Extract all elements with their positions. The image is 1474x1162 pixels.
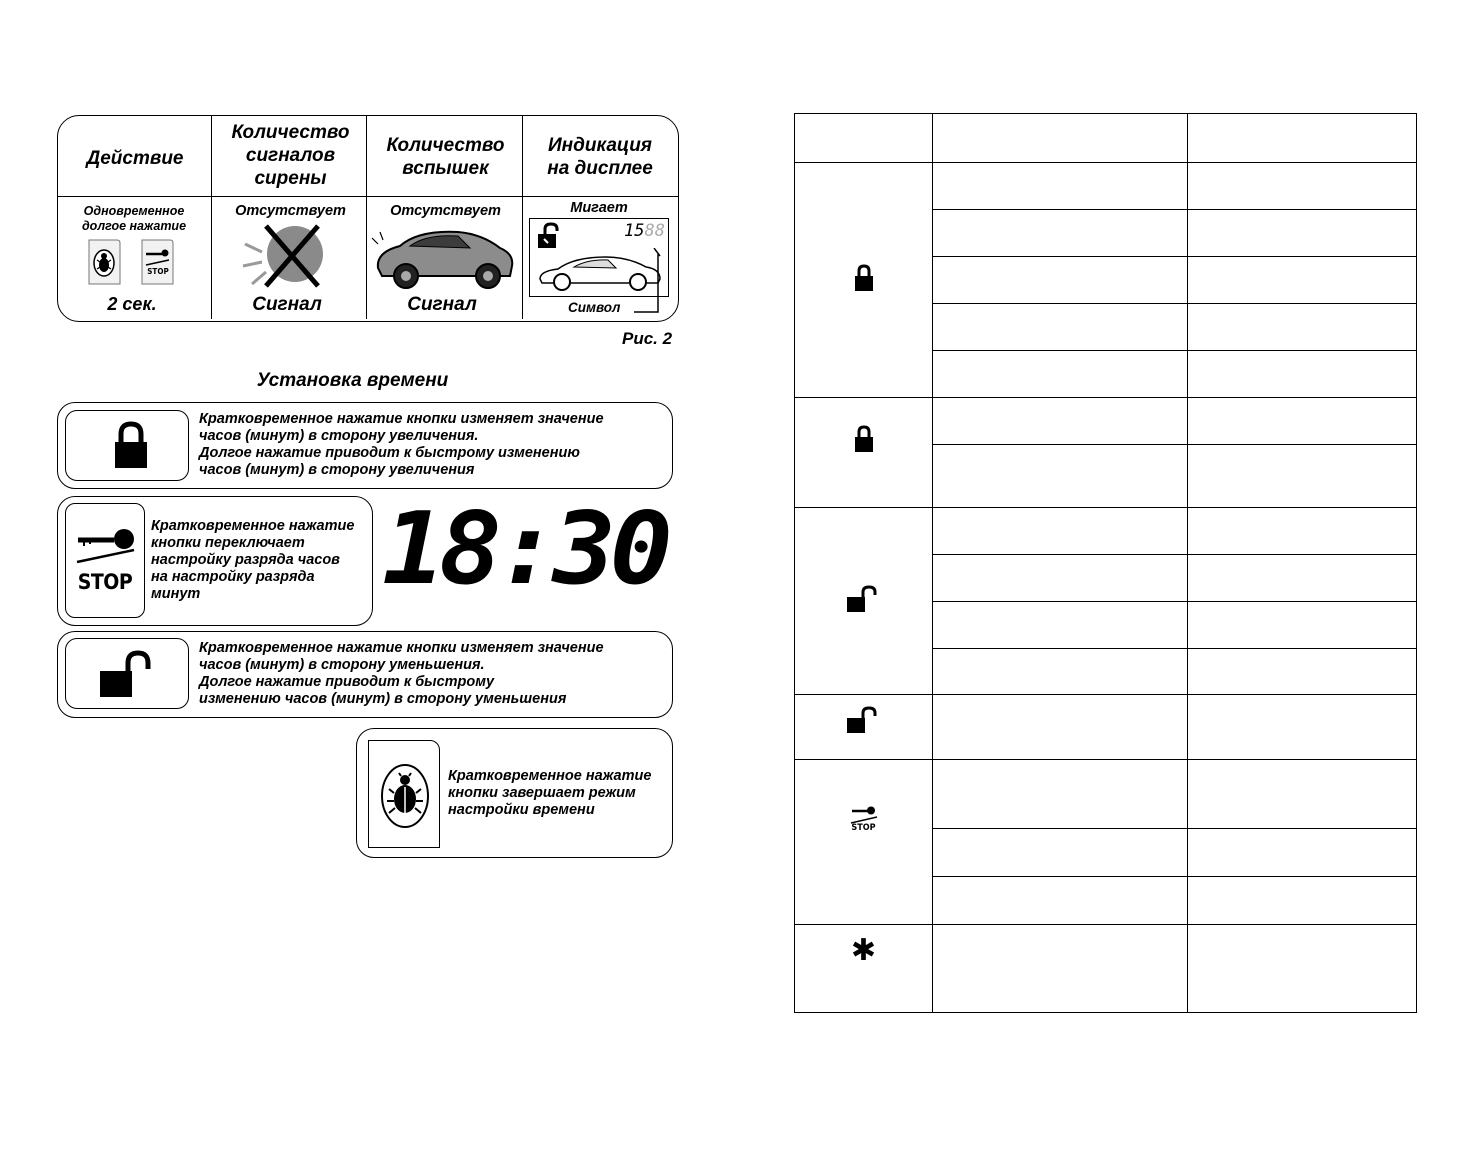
table-cell bbox=[933, 695, 1188, 760]
table-cell bbox=[1188, 508, 1417, 555]
table-cell bbox=[1188, 210, 1417, 257]
table-cell bbox=[1188, 829, 1417, 877]
function-table bbox=[794, 113, 1417, 1013]
header-siren: Количество сигналов сирены bbox=[231, 122, 350, 189]
table-cell bbox=[1188, 649, 1417, 695]
lock-icon bbox=[853, 263, 875, 293]
action-description: Одновременное долгое нажатие bbox=[81, 204, 187, 233]
table-cell bbox=[1188, 257, 1417, 304]
table-cell bbox=[1188, 351, 1417, 398]
table-cell bbox=[1188, 695, 1417, 760]
asterisk-icon: ✱ bbox=[850, 933, 877, 968]
bug-instruction-text: Кратковременное нажатие кнопки завершает режим настройки времени bbox=[448, 768, 652, 818]
lock-icon bbox=[111, 420, 151, 472]
duration-label: 2 сек. bbox=[107, 294, 157, 314]
table-cell bbox=[933, 877, 1188, 925]
table-cell bbox=[933, 649, 1188, 695]
table-cell bbox=[933, 760, 1188, 829]
table-cell bbox=[933, 829, 1188, 877]
flashes-value: Отсутствует bbox=[390, 203, 501, 219]
table-cell bbox=[1188, 304, 1417, 351]
unlock-icon bbox=[98, 649, 162, 701]
header-flashes: Количество вспышек bbox=[386, 135, 505, 179]
table-cell bbox=[933, 351, 1188, 398]
unlock-icon bbox=[845, 584, 883, 614]
table-cell bbox=[1188, 925, 1417, 1013]
clock-display: 18:30 bbox=[382, 490, 667, 607]
key-icon bbox=[74, 526, 138, 566]
table-cell bbox=[933, 163, 1188, 210]
display-value: Мигает bbox=[570, 200, 628, 216]
table-cell bbox=[933, 445, 1188, 508]
table-header-cell bbox=[795, 114, 933, 163]
bug-button bbox=[368, 740, 440, 848]
table-cell bbox=[1188, 602, 1417, 649]
bug-icon bbox=[379, 761, 431, 831]
lock-icon bbox=[853, 424, 875, 454]
lcd-digits bbox=[624, 221, 665, 241]
lock-button bbox=[65, 410, 189, 481]
fig2-header-divider bbox=[57, 196, 679, 197]
table-cell bbox=[1188, 760, 1417, 829]
stop-label-small: STOP bbox=[851, 823, 876, 833]
table-cell bbox=[933, 304, 1188, 351]
table-cell bbox=[933, 508, 1188, 555]
unlock-instruction-text: Кратковременное нажатие кнопки изменяет значение часов (минут) в сторону уменьшения. Долгое нажатие приводит к быстрому изменению часов (минут) в сторону уменьшения bbox=[199, 640, 604, 707]
stop-button-icon bbox=[140, 238, 174, 286]
table-cell bbox=[933, 398, 1188, 445]
table-cell bbox=[1188, 877, 1417, 925]
header-display: Индикация на дисплее bbox=[547, 135, 653, 179]
lock-group-cell bbox=[795, 398, 933, 508]
symbol-label: Символ bbox=[568, 300, 621, 315]
table-cell bbox=[1188, 398, 1417, 445]
table-cell bbox=[1188, 555, 1417, 602]
symbol-pointer bbox=[632, 248, 662, 318]
stop-label: STOP bbox=[77, 570, 133, 594]
table-cell bbox=[933, 925, 1188, 1013]
flashes-bottom-label: Сигнал bbox=[407, 294, 477, 315]
header-action: Действие bbox=[86, 148, 184, 169]
siren-crossed-icon bbox=[240, 222, 335, 292]
lcd-digits-dark: 15 bbox=[624, 221, 645, 241]
table-cell bbox=[933, 257, 1188, 304]
figure-caption: Рис. 2 bbox=[622, 329, 673, 348]
lcd-digits-faint: 88 bbox=[644, 221, 665, 241]
unlock-button bbox=[65, 638, 189, 709]
stop-button bbox=[65, 503, 145, 618]
table-cell bbox=[933, 555, 1188, 602]
unlock-icon bbox=[845, 705, 883, 735]
table-header-cell bbox=[933, 114, 1188, 163]
unlock-icon bbox=[536, 222, 562, 250]
stop-group-cell bbox=[795, 760, 933, 925]
stop-instruction-text: Кратковременное нажатие кнопки переключает настройку разряда часов на настройку разряда минут bbox=[151, 518, 355, 602]
time-setting-title: Установка времени bbox=[256, 370, 449, 391]
lock-group-cell bbox=[795, 163, 933, 398]
fig2-col-divider bbox=[211, 115, 212, 319]
siren-bottom-label: Сигнал bbox=[252, 294, 322, 315]
unlock-group-cell bbox=[795, 695, 933, 760]
bug-button-icon bbox=[87, 238, 121, 286]
table-cell bbox=[1188, 445, 1417, 508]
table-cell bbox=[933, 602, 1188, 649]
table-header-cell bbox=[1188, 114, 1417, 163]
siren-value: Отсутствует bbox=[235, 203, 346, 219]
unlock-group-cell bbox=[795, 508, 933, 695]
stop-label-small: STOP bbox=[147, 267, 169, 276]
table-cell bbox=[1188, 163, 1417, 210]
asterisk-group-cell bbox=[795, 925, 933, 1013]
lock-instruction-text: Кратковременное нажатие кнопки изменяет значение часов (минут) в сторону увеличения. Долгое нажатие приводит к быстрому изменению часов (минут) в сторону увеличения bbox=[199, 411, 604, 478]
car-flashing-icon bbox=[370, 222, 518, 294]
table-cell bbox=[933, 210, 1188, 257]
